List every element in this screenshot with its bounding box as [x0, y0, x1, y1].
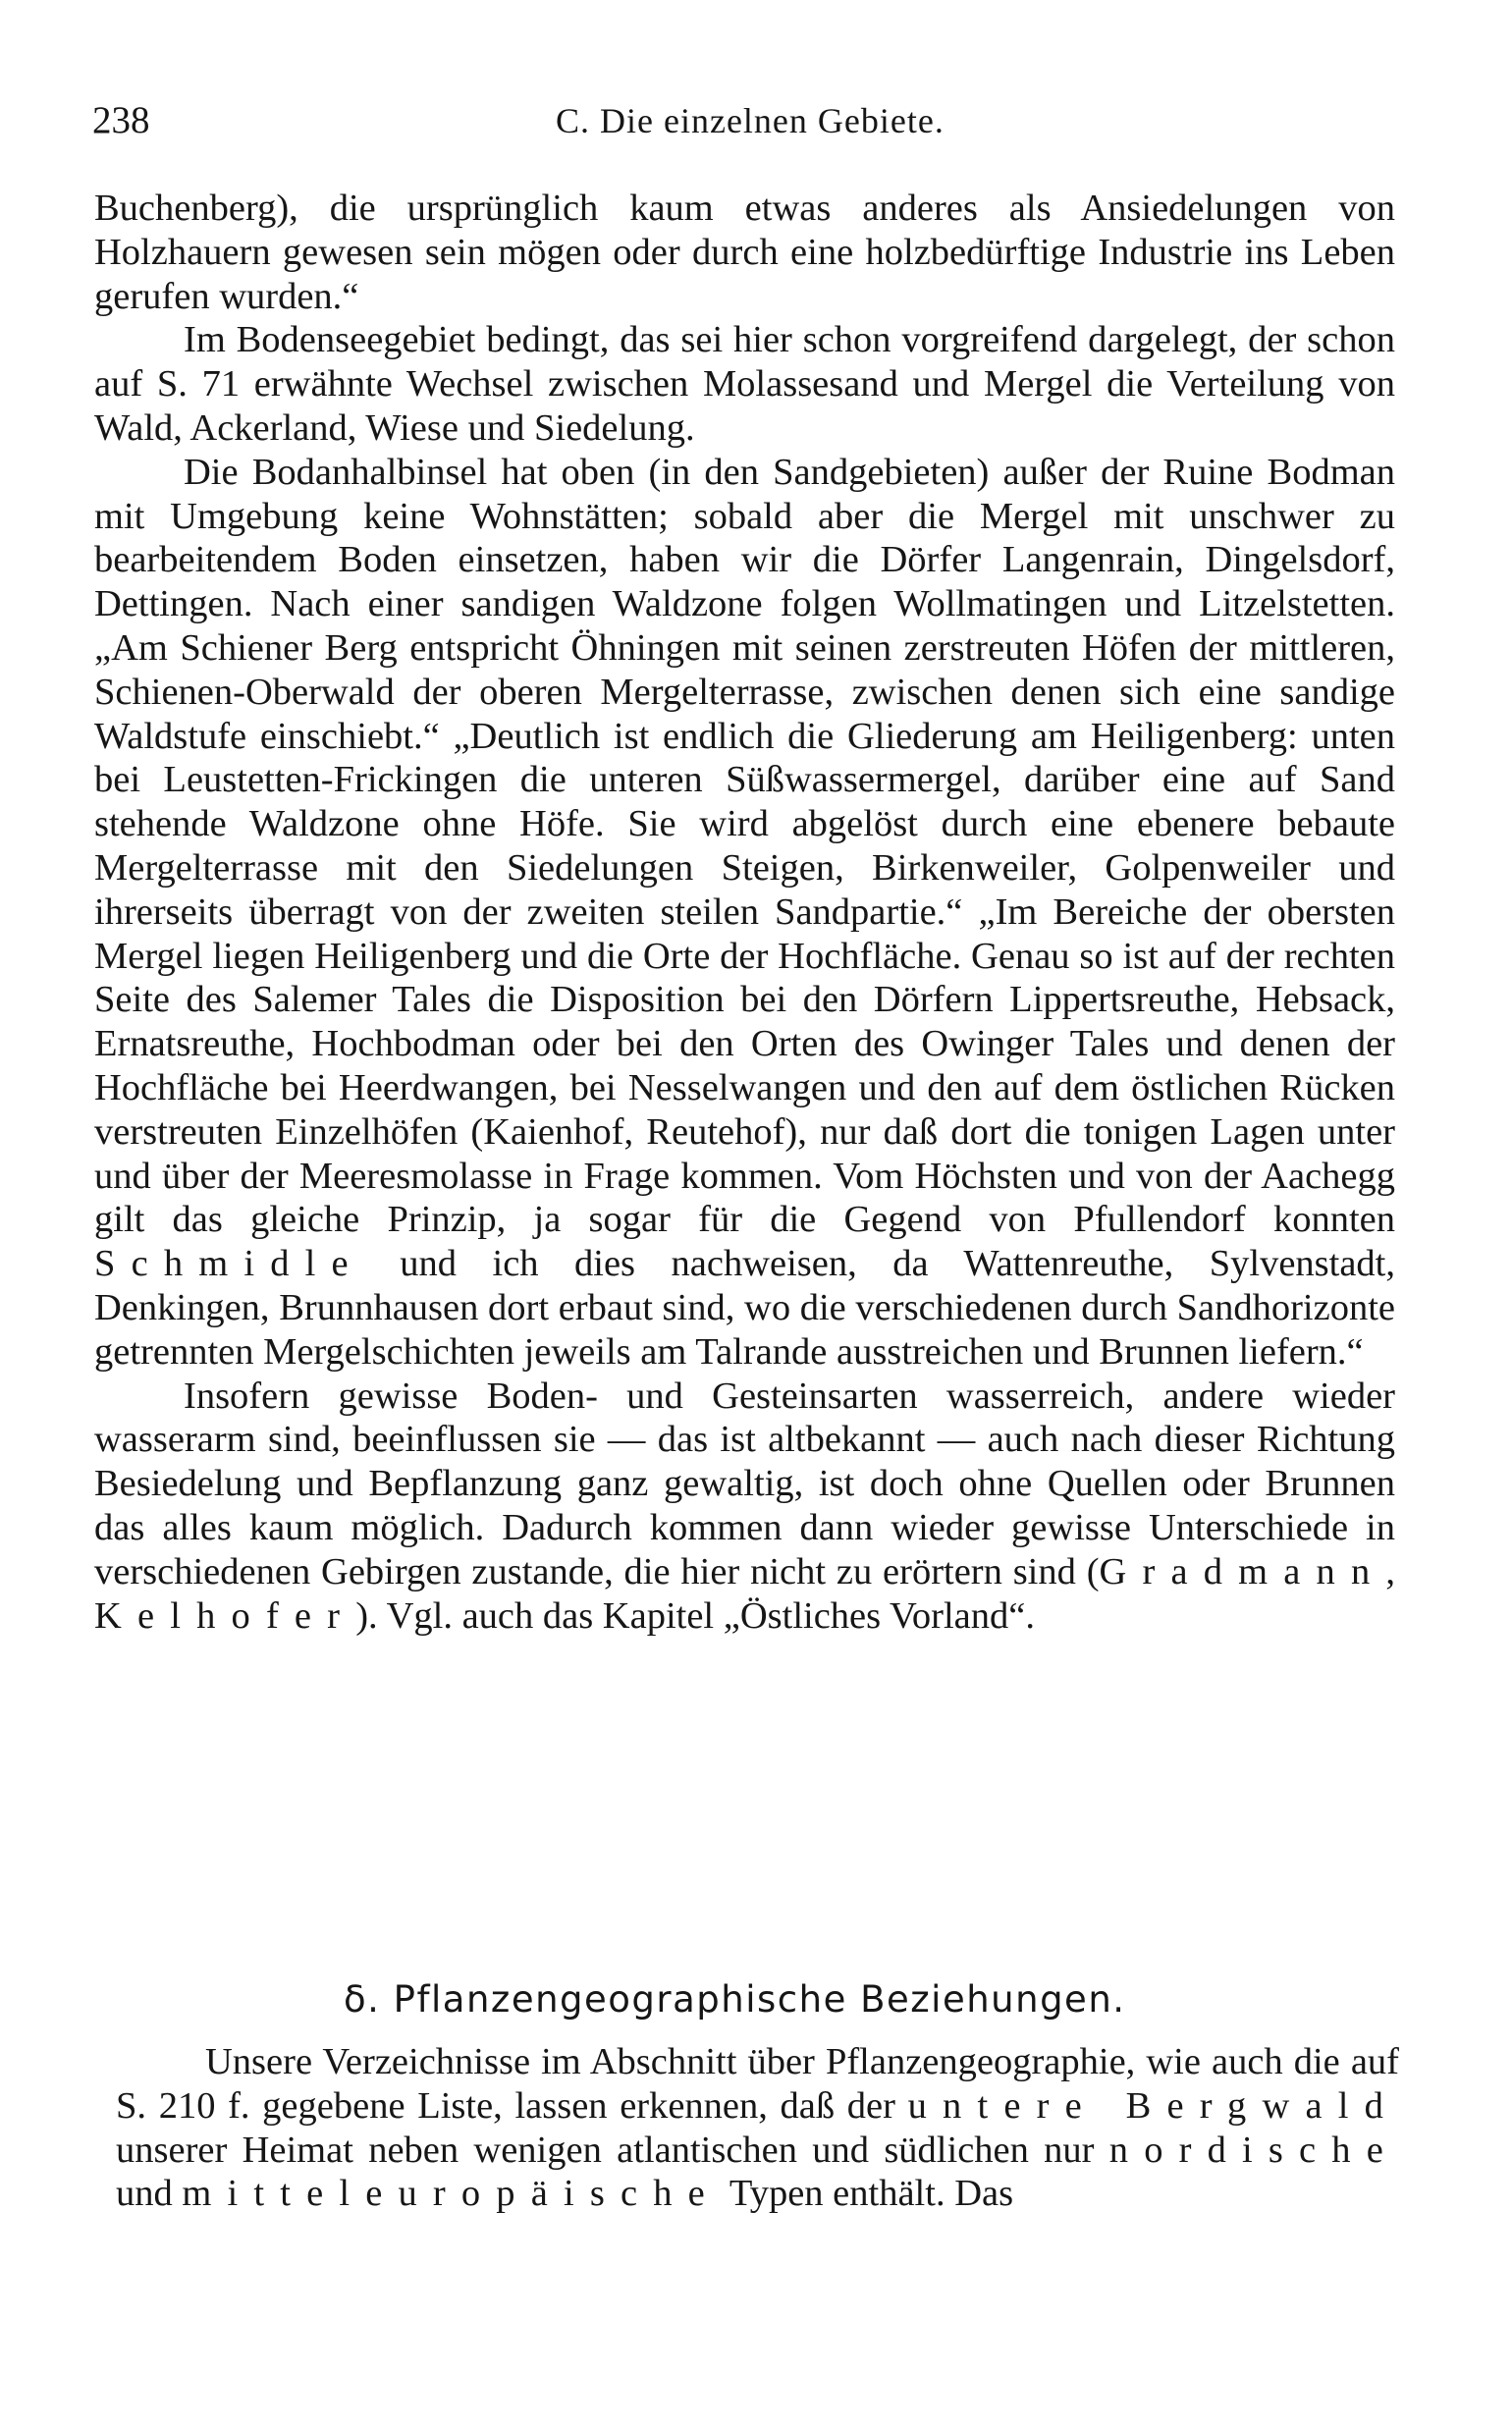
paragraph-wasser — [94, 1375, 1395, 1639]
paragraph-text: Typen enthält. Das — [720, 2173, 1014, 2215]
paragraph-continuation — [94, 187, 1395, 318]
paragraph-text: Insofern gewisse Boden- und Gesteinsarten wasserreich, andere wieder wasserarm sind, beeinflussen sie — das ist altbekannt — auch nach dieser Richtung Besiedelung und Bepflanzung ganz gewaltig, ist doch ohne Quellen oder Brunnen das alles kaum möglich. Dadurch kommen dann wieder gewisse Unterschiede in verschiedenen Gebirgen zustande, die hier nicht zu erörtern sind ( — [94, 1375, 1395, 1592]
paragraph-text: Unsere Verzeichnisse im Abschnitt über Pflanzengeographie, wie auch die auf S. 210 f. gegebene Liste, lassen erkennen, daß der — [116, 2041, 1399, 2127]
emphasis-term: untere Bergwald — [907, 2084, 1399, 2127]
paragraph-bodenseegebiet — [94, 318, 1395, 450]
paragraph-pflanzengeographie — [116, 2040, 1399, 2216]
section-body — [116, 2040, 1399, 2216]
running-head: C. Die einzelnen Gebiete. — [556, 101, 945, 140]
paragraph-text: Die Bodanhalbinsel hat oben (in den Sandgebieten) außer der Ruine Bodman mit Umgebung keine Wohnstätten; sobald aber die Mergel mit unschwer zu bearbeitendem Boden einsetzen, haben wir die Dörfer Langenrain, Dingelsdorf, Dettingen. Nach einer sandigen Waldzone folgen Wollmatingen und Litzelstetten. „Am Schiener Berg entspricht Öhningen mit seinen zerstreuten Höfen der mittleren, Schienen-Oberwald der oberen Mergelterrasse, zwischen denen sich eine sandige Waldstufe einschiebt.“ „Deutlich ist endlich die Gliederung am Heiligenberg: unten bei Leustetten-Frickingen die unteren Süßwassermergel, darüber eine auf Sand stehende Waldzone ohne Höfe. Sie wird abgelöst durch eine ebenere bebaute Mergelterrasse mit den Siedelungen Steigen, Birkenweiler, Golpenweiler und ihrerseits überragt von der zweiten steilen Sandpartie.“ „Im Bereiche der obersten Mergel liegen Heiligenberg und die Orte der Hochfläche. Genau so ist auf der rechten Seite des Salemer Tales die Disposition bei den Dörfern Lippertsreuthe, Hebsack, Ernatsreuthe, Hochbodman oder bei den Orten des Owinger Tales und denen der Hochfläche bei Heerdwangen, bei Nesselwangen und den auf dem östlichen Rücken verstreuten Einzelhöfen (Kaienhof, Reutehof), nur daß dort die tonigen Lagen unter und über der Meeresmolasse in Frage kommen. Vom Höchsten und von der Aachegg gilt das gleiche Prinzip, ja sogar für die Gegend von Pfullendorf konnten — [94, 451, 1395, 1241]
paragraph-text: unserer Heimat neben wenigen atlantischen und südlichen nur — [116, 2129, 1109, 2171]
emphasis-term: mitteleuropäische — [182, 2173, 721, 2215]
section-heading: δ. Pflanzengeographische Beziehungen. — [344, 1978, 1126, 2021]
paragraph-bodanhalbinsel — [94, 451, 1395, 1375]
author-name-gradmann: Gradmann — [1099, 1550, 1386, 1592]
page-number: 238 — [92, 99, 150, 141]
emphasis-term: nordische — [1108, 2129, 1399, 2171]
body-text — [94, 187, 1395, 1638]
paragraph-text: , — [1385, 1550, 1395, 1592]
author-name-kelhofer: Kelhofer — [94, 1594, 356, 1637]
paragraph-text: und ich dies nachweisen, da Wattenreuthe, Sylvenstadt, Denkingen, Brunnhausen dort erbaut sind, wo die verschiedenen durch Sandhorizonte getrennten Mergelschichten jeweils am Talrande ausstreichen und Brunnen liefern.“ — [94, 1243, 1395, 1373]
paragraph-text: ). Vgl. auch das Kapitel „Östliches Vorland“. — [355, 1594, 1035, 1637]
paragraph-text: und — [116, 2173, 183, 2215]
page-header — [90, 94, 1411, 153]
paragraph-text: Im Bodenseegebiet bedingt, das sei hier schon vorgreifend dargelegt, der schon auf S. 71 erwähnte Wechsel zwischen Molassesand und Mergel die Verteilung von Wald, Ackerland, Wiese und Siedelung. — [94, 319, 1395, 449]
paragraph-text: Buchenberg), die ursprünglich kaum etwas anderes als Ansiedelungen von Holzhauern gewesen sein mögen oder durch eine holzbedürftige Industrie ins Leben gerufen wurden.“ — [94, 188, 1395, 317]
author-name-schmidle: Schmidle — [94, 1243, 364, 1285]
